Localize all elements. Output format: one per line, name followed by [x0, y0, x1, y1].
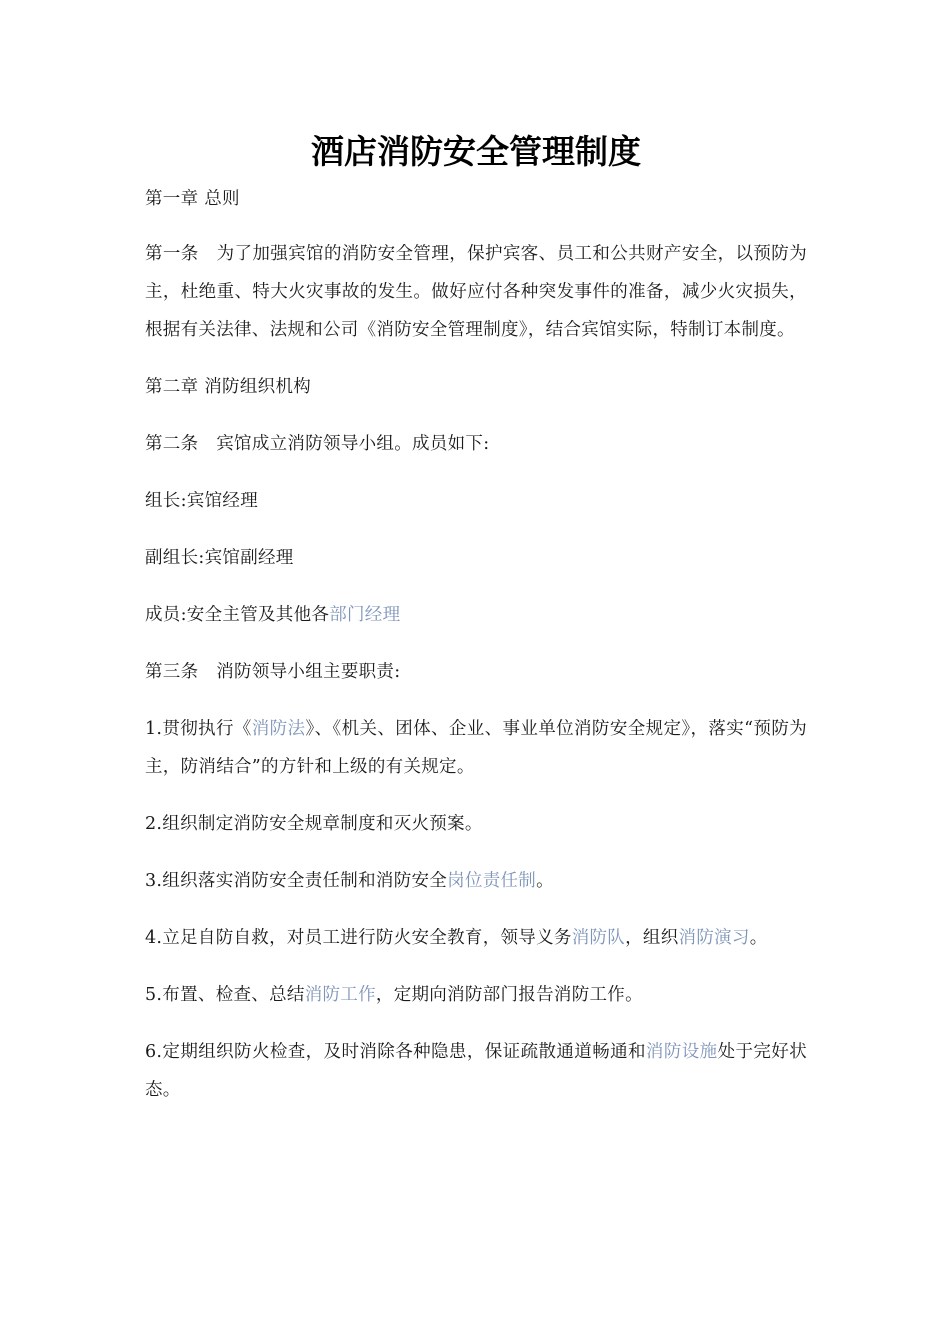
- article-2-text: 宾馆成立消防领导小组。成员如下:: [216, 434, 490, 454]
- duty-item-4: [145, 919, 807, 957]
- duty-item-2: [145, 805, 807, 843]
- article-2: [145, 425, 807, 463]
- members-text: 成员:安全主管及其他各: [145, 605, 330, 625]
- duty-item-5-text-a: 5.布置、检查、总结: [145, 985, 305, 1005]
- duty-item-2-text: 2.组织制定消防安全规章制度和灭火预案。: [145, 814, 483, 834]
- duty-item-3: [145, 862, 807, 900]
- chapter-2-heading: [145, 368, 807, 406]
- duty-item-4-text-a: 4.立足自防自救，对员工进行防火安全教育，领导义务: [145, 928, 572, 948]
- article-1-text: 为了加强宾馆的消防安全管理，保护宾客、员工和公共财产安全，以预防为主，杜绝重、特大火灾事故的发生。做好应付各种突发事件的准备，减少火灾损失，根据有关法律、法规和公司《消防安全管理制度》，结合宾馆实际，特制订本制度。: [145, 244, 807, 340]
- chapter-1-text: 第一章 总则: [145, 189, 240, 209]
- document-title: 酒店消防安全管理制度: [311, 132, 641, 171]
- fire-law-link[interactable]: 消防法: [251, 719, 306, 739]
- article-3-label: 第三条: [145, 662, 199, 682]
- deputy-text: 副组长:宾馆副经理: [145, 548, 294, 568]
- duty-item-6-text-b: 处于完好状态。: [145, 1042, 807, 1100]
- fire-facilities-link[interactable]: 消防设施: [645, 1042, 718, 1062]
- article-1: [145, 235, 807, 349]
- article-3-text: 消防领导小组主要职责:: [216, 662, 401, 682]
- duty-item-4-text-b: ，组织: [625, 928, 679, 948]
- fire-brigade-link[interactable]: 消防队: [571, 928, 626, 948]
- duty-item-1-text-a: 1.贯彻执行《: [145, 719, 252, 739]
- article-1-label: 第一条: [145, 244, 199, 264]
- post-responsibility-link[interactable]: 岗位责任制: [447, 871, 537, 891]
- members-line: [145, 596, 807, 634]
- duty-item-3-text-a: 3.组织落实消防安全责任制和消防安全: [145, 871, 448, 891]
- leader-line: [145, 482, 807, 520]
- duty-item-1: [145, 710, 807, 786]
- duty-item-3-text-b: 。: [536, 871, 554, 891]
- duty-item-4-text-c: 。: [749, 928, 768, 948]
- article-2-label: 第二条: [145, 434, 199, 454]
- article-3: [145, 653, 807, 691]
- duty-item-5-text-b: ，定期向消防部门报告消防工作。: [375, 985, 643, 1005]
- fire-drill-link[interactable]: 消防演习: [678, 928, 750, 948]
- document-body: [145, 128, 807, 1128]
- duty-item-6-text-a: 6.定期组织防火检查，及时消除各种隐患，保证疏散通道畅通和: [145, 1042, 646, 1062]
- deputy-line: [145, 539, 807, 577]
- duty-item-1-text-b: 》、《机关、团体、企业、事业单位消防安全规定》，落实“预防为主，防消结合”的方针和上级的有关规定。: [145, 719, 808, 777]
- department-manager-link[interactable]: 部门经理: [329, 605, 401, 625]
- fire-work-link[interactable]: 消防工作: [304, 985, 376, 1005]
- duty-item-5: [145, 976, 807, 1014]
- chapter-2-text: 第二章 消防组织机构: [145, 377, 312, 397]
- leader-text: 组长:宾馆经理: [145, 491, 258, 511]
- duty-item-6: [145, 1033, 807, 1109]
- chapter-1-heading: [145, 180, 807, 218]
